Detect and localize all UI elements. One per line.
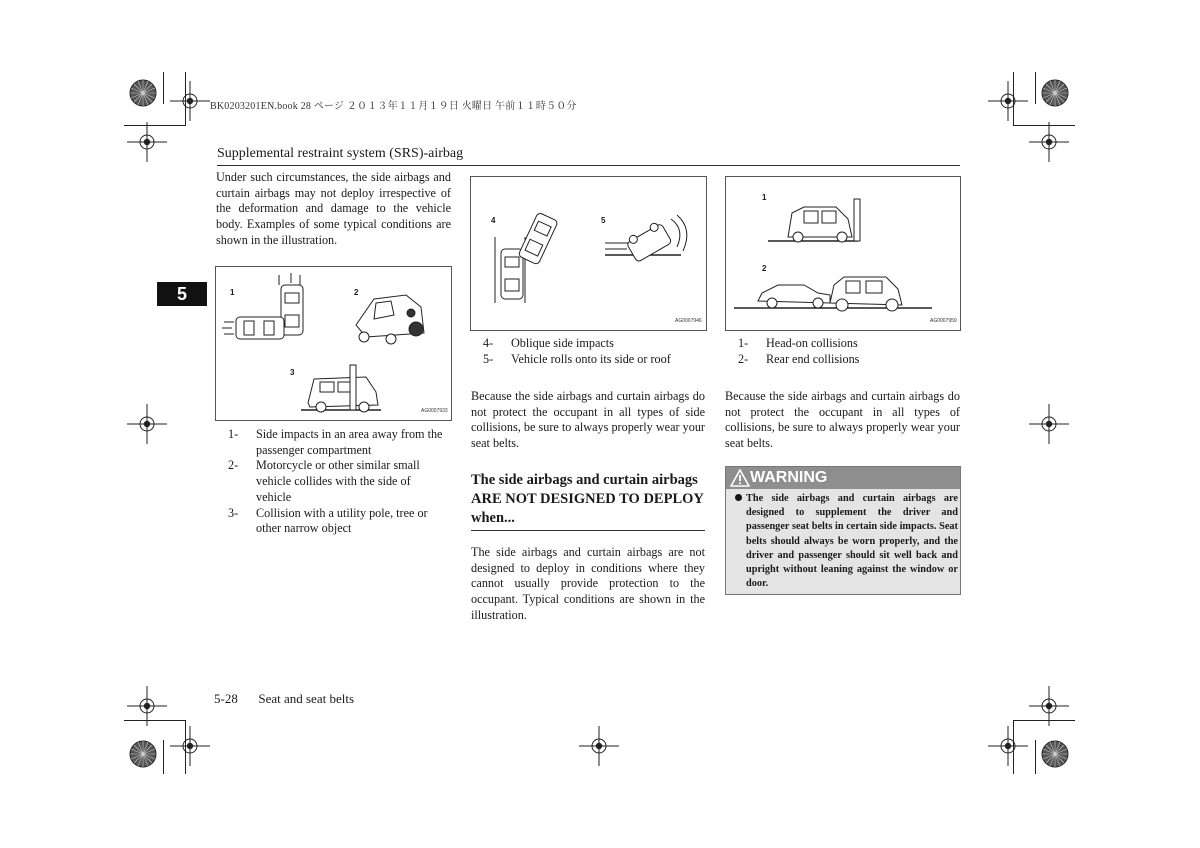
figure-label-2: 2 [354,288,359,297]
caption-item: 4- Oblique side impacts [483,336,614,350]
page-footer [214,691,354,707]
caption-item: 2- Motorcycle or other similar small vehicle collides with the side of vehicle [228,458,420,504]
figure-oblique-rollover [470,176,707,331]
warning-text: The side airbags and curtain airbags are designed to supplement the driver and passenger seat belts in certain side impacts. Seat belts should always be worn properly, and the driver and passenger should sit well back and upright without leaning against the window or door. [746,493,958,590]
caption-item: 5- Vehicle rolls onto its side or roof [483,351,671,366]
header-rule [217,165,960,166]
caption-item: 1- Side impacts in an area away from the passenger compartment [228,427,443,457]
caption-item: 3- Collision with a utility pole, tree or other narrow object [228,505,428,536]
seatbelt-paragraph: Because the side airbags and curtain airbags do not protect the occupant in all types of collisions, be sure to always properly wear your seat belts. [725,389,960,451]
figure-label-2: 2 [762,264,767,273]
warning-triangle-icon [730,469,750,487]
print-file-info: BK0203201EN.book 28 ページ ２０１３年１１月１９日 火曜日 午前１１時５０分 [210,101,577,112]
figure-head-on-rear [725,176,961,331]
figure-code: AG0007946 [675,318,702,324]
side-impact-illustration [216,267,451,420]
not-designed-subheading: The side airbags and curtain airbags ARE NOT DESIGNED TO DEPLOY when... [471,472,704,526]
section-title: Supplemental restraint system (SRS)-airbag [217,146,464,161]
subheading-rule [471,530,705,531]
figure-label-3: 3 [290,368,295,377]
caption-list-3 [738,336,959,367]
page-number: 5-28 [214,691,238,706]
caption-list-1 [228,427,448,537]
caption-list-2 [483,336,705,367]
figure-code: AG0007933 [421,408,448,414]
figure-label-1: 1 [762,193,767,202]
caption-item: 1- Head-on collisions [738,336,858,350]
warning-box [725,466,961,595]
caption-item: 2- Rear end collisions [738,351,860,366]
figure-label-5: 5 [601,216,606,225]
intro-paragraph: Under such circumstances, the side airbags and curtain airbags may not deploy irrespective of the deformation and damage to the vehicle body. Examples of some typical conditions are shown in the illustration. [216,170,451,247]
oblique-rollover-illustration [471,177,706,330]
figure-label-1: 1 [230,288,235,297]
chapter-tab: 5 [157,282,207,306]
seatbelt-paragraph: Because the side airbags and curtain airbags do not protect the occupant in all types of side collisions, be sure to always properly wear your seat belts. [471,389,705,451]
warning-header [726,467,960,489]
figure-side-impacts [215,266,452,421]
warning-title: WARNING [750,469,828,486]
bullet-icon [735,494,742,501]
figure-code: AG0007959 [930,318,957,324]
figure-label-4: 4 [491,216,496,225]
footer-section-name: Seat and seat belts [258,691,355,706]
conditions-paragraph: The side airbags and curtain airbags are not designed to deploy in conditions where they cannot usually provide protection to the occupant. Typical conditions are shown in the illustration. [471,545,705,622]
